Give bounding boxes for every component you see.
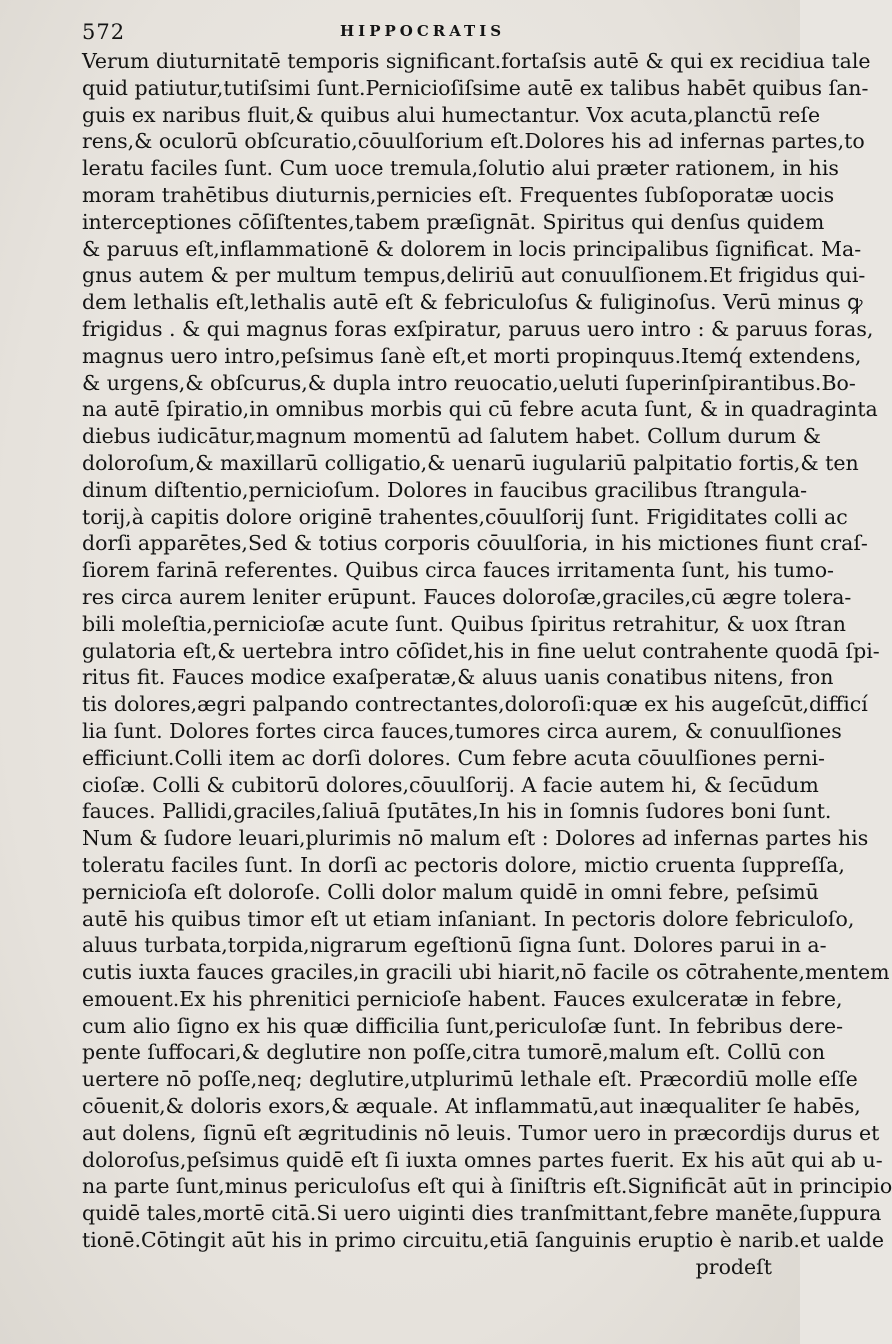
text-line: quid patiutur,tutiſsimi ſunt.Pernicioſiſsime autē ex talibus habēt quibus ſan-: [82, 75, 869, 100]
text-line: gnus autem & per multum tempus,deliriū aut conuulſionem.Et frigidus qui-: [82, 263, 866, 288]
text-line: na parte ſunt,minus periculoſus eſt qui à ſiniſtris eſt.Significāt aūt in principio: [82, 1174, 892, 1199]
text-line: emouent.Ex his phrenitici pernicioſe habent. Fauces exulceratæ in febre,: [82, 986, 843, 1011]
page-number: 572: [82, 20, 126, 44]
text-line: uertere nō poſſe,neq; deglutire,utplurimū lethale eſt. Præcordiū molle eſſe: [82, 1067, 858, 1092]
text-line: doloroſum,& maxillarū colligatio,& uenarū iugulariū palpitatio fortis,& ten: [82, 450, 859, 475]
text-line: lia ſunt. Dolores fortes circa fauces,tumores circa aurem, & conuulſiones: [82, 718, 842, 743]
text-line: guis ex naribus fluit,& quibus alui humectantur. Vox acuta,planctū reſe: [82, 102, 821, 127]
text-line: toleratu faciles ſunt. In dorſi ac pectoris dolore, mictio cruenta ſuppreſſa,: [82, 852, 845, 877]
text-line: tionē.Cōtingit aūt his in primo circuitu,etiā ſanguinis eruptio è narib.et ualde: [82, 1228, 884, 1253]
text-line: res circa aurem leniter erūpunt. Fauces doloroſæ,graciles,cū ægre tolera-: [82, 584, 852, 609]
text-line: aut dolens, ſignū eſt ægritudinis nō leuis. Tumor uero in præcordijs durus et: [82, 1120, 880, 1145]
text-line: magnus uero intro,peſsimus ſanè eſt,et morti propinquus.Itemq́ extendens,: [82, 343, 862, 368]
text-line: dem lethalis eſt,lethalis autē eſt & febriculoſus & fuliginoſus. Verū minus ꝙ: [82, 290, 863, 315]
catchword: prodeſt: [695, 1254, 772, 1279]
text-line: interceptiones cōſiſtentes,tabem præſignāt. Spiritus qui denſus quidem: [82, 209, 825, 234]
text-line: tis dolores,ægri palpando contrectantes,doloroſi:quæ ex his augeſcūt,difficí: [82, 692, 868, 717]
text-line: torij,à capitis dolore originē trahentes,cōuulſorij ſunt. Frigiditates colli ac: [82, 504, 848, 529]
text-line: cioſæ. Colli & cubitorū dolores,cōuulſorij. A facie autem hi, & ſecūdum: [82, 772, 819, 797]
text-line: leratu faciles ſunt. Cum uoce tremula,ſolutio alui præter rationem, in his: [82, 156, 839, 181]
text-line: pente ſuffocari,& deglutire non poſſe,citra tumorē,malum eſt. Collū con: [82, 1040, 826, 1065]
text-line: dorſi apparētes,Sed & totius corporis cōuulſoria, in his mictiones fiunt craſ-: [82, 531, 868, 556]
text-line: cōuenit,& doloris exors,& æquale. At inflammatū,aut inæqualiter ſe habēs,: [82, 1094, 861, 1119]
text-line: efficiunt.Colli item ac dorſi dolores. Cum febre acuta cōuulſiones perni-: [82, 745, 825, 770]
text-line: Verum diuturnitatē temporis significant.fortaſsis autē & qui ex recidiua tale: [82, 49, 871, 73]
text-line: Num & ſudore leuari,plurimis nō malum eſt : Dolores ad infernas partes his: [82, 826, 869, 851]
text-line: diebus iudicātur,magnum momentū ad ſalutem habet. Collum durum &: [82, 424, 822, 449]
text-line: na autē ſpiratio,in omnibus morbis qui cū febre acuta ſunt, & in quadraginta: [82, 397, 878, 422]
text-line: frigidus . & qui magnus foras exſpiratur, paruus uero intro : & paruus foras,: [82, 316, 874, 341]
text-line: rens,& oculorū obſcuratio,cōuulſorium eſt.Dolores his ad infernas partes,to: [82, 129, 865, 154]
text-line: cum alio ſigno ex his quæ difficilia ſunt,periculoſæ ſunt. In febribus dere-: [82, 1013, 844, 1038]
text-line: fauces. Pallidi,graciles,ſaliuā ſputātes,In his in ſomnis ſudores boni ſunt.: [82, 799, 832, 824]
text-line: ſiorem farinā referentes. Quibus circa fauces irritamenta ſunt, his tumo-: [82, 558, 834, 583]
text-line: ritus fit. Fauces modice exaſperatæ,& aluus uanis conatibus nitens, fron: [82, 665, 834, 690]
text-line: moram trahētibus diuturnis,pernicies eſt. Frequentes ſubſoporatæ uocis: [82, 182, 835, 207]
text-line: bili moleſtia,pernicioſæ acute ſunt. Quibus ſpiritus retrahitur, & uox ſtran: [82, 611, 846, 636]
text-line: & urgens,& obſcurus,& dupla intro reuocatio,ueluti ſuperinſpirantibus.Bo-: [82, 370, 856, 395]
text-line: gulatoria eſt,& uertebra intro cōſidet,his in fine uelut contrahente quodā ſpi-: [82, 638, 880, 663]
page-header: [82, 16, 790, 48]
running-head: HIPPOCRATIS: [340, 22, 506, 40]
text-line: aluus turbata,torpida,nigrarum egeſtionū ſigna ſunt. Dolores parui in a-: [82, 933, 827, 958]
text-line: autē his quibus timor eſt ut etiam inſaniant. In pectoris dolore febriculoſo,: [82, 906, 855, 931]
text-line: dinum diſtentio,pernicioſum. Dolores in faucibus gracilibus ſtrangula-: [82, 477, 808, 502]
text-line: cutis iuxta fauces graciles,in gracili ubi hiarit,nō facile os cōtrahente,mentem: [82, 960, 890, 985]
text-line: pernicioſa eſt doloroſe. Colli dolor malum quidē in omni febre, peſsimū: [82, 879, 819, 904]
text-line: & paruus eſt,inflammationē & dolorem in locis principalibus ſignificat. Ma-: [82, 236, 862, 261]
text-line: doloroſus,peſsimus quidē eſt ſi iuxta omnes partes fuerit. Ex his aūt qui ab u-: [82, 1147, 883, 1172]
text-line: quidē tales,mortē citā.Si uero uiginti dies tranſmittant,febre manēte,ſuppura: [82, 1201, 882, 1226]
body-text: [82, 48, 892, 1254]
